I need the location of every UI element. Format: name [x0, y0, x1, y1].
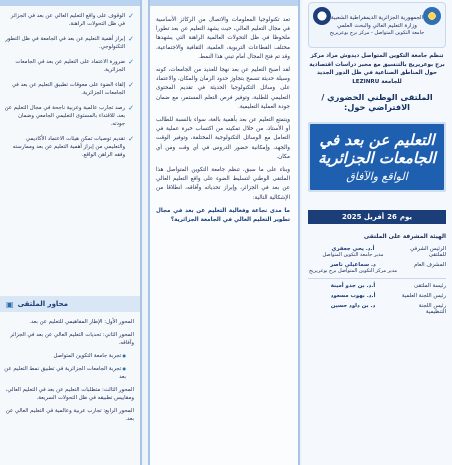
objective-text: الوقوف على واقع التعليم العالي عن بعد في الجزائر في ظل التحولات الراهنة. [10, 13, 126, 27]
theme-subtitle: الواقع والآفاق [346, 170, 408, 184]
intro-text [150, 6, 298, 225]
committee-row [302, 291, 452, 301]
axes-list [0, 318, 140, 428]
committee-list [302, 244, 452, 317]
committee-row [302, 301, 452, 317]
committee-row [302, 281, 452, 291]
intro-paragraph: ويتمتع التعليم عن بعد بأهمية بالغة، سواء بالنسبة للطالب أو الأستاذ، من خلال تمكينه من اكتساب خبرة عملية في التعامل مع الوسائل التكنولوجية المختلفة، وتوفير الوقت والجهد، وإمكانية حضور الدروس في أي وقت ومن أي مكان. [156, 117, 290, 160]
checkmark-icon: ✓ [128, 104, 134, 112]
objective-text: ضرورة الاعتماد على التعليم عن بعد في الجامعات الجزائرية. [15, 59, 126, 73]
objective-text: رصد تجارب عالمية وعربية ناجحة في مجال التعليم عن بعد، للاقتداء بالمستوى التعليمي الجامعي وضمان جودته. [4, 105, 126, 127]
intro-paragraph: وبناء على ما سبق، تنظم جامعة التكوين المتواصل هذا الملتقى الوطني لتسليط الضوء على واقع التعليم العالي عن بعد في الجزائر، وإبراز تحدياته وآفاقه، انطلاقا من الإشكالية التالية: [156, 167, 290, 201]
republic-name: الجمهورية الجزائرية الديمقراطية الشعبية [330, 15, 424, 21]
objectives-list [0, 6, 140, 159]
header-banner [308, 2, 446, 48]
member-position: مدير جامعة التكوين المتواصل [322, 252, 384, 259]
objective-item [4, 81, 134, 97]
date-day: 26 [387, 213, 397, 222]
axes-title: محاور الملتقى [17, 300, 68, 308]
committee-row [302, 244, 452, 260]
member-name: د. بن داود حسين [330, 303, 376, 310]
committee-member [308, 283, 398, 289]
intro-paragraph: تعد تكنولوجيا المعلومات والاتصال من الركائز الأساسية في مجال التعليم العالي، حيث يشهد التعليم عن بعد تطورا ملحوظا في ظل التحولات العالمية الراهنة التي يشهدها مختلف القطاعات التربوية، العلمية، الثقافية والاجتماعية، وقد تم فتح المجال أمام تبني هذا النمط. [156, 17, 290, 60]
checkmark-icon: ✓ [128, 35, 134, 43]
objective-text: إلقاء الضوء على معوقات تطبيق التعليم عن بعد في الجامعات الجزائرية. [11, 82, 126, 96]
university-name: جامعة التكوين المتواصل - مركز برج بوعريريج [329, 30, 425, 36]
role-label: رئيسة الملتقى [413, 283, 446, 290]
objective-item [4, 58, 134, 74]
ministry-name: وزارة التعليم العالي والبحث العلمي [337, 23, 417, 29]
event-date [308, 210, 446, 224]
committee-row [302, 260, 452, 276]
objective-item [4, 12, 134, 28]
objective-item [4, 104, 134, 128]
role-label: رئيس اللجنة العلمية [401, 293, 446, 300]
member-name: أ.د. بن جدو أمينة [330, 283, 376, 290]
intro-paragraph: لقد أصبح التعليم عن بعد نهجا للعديد من الجامعات، كونه وسيلة حديثة تسمح بتجاوز حدود الزمان والمكان، والاعتماد على وسائل التكنولوجيا الحديثة في تقديم المحتوى التعليمي للطلبة، وتوفير فرص التعلم المستمر، مع ضمان جودة العملية التعليمية. [156, 67, 290, 110]
date-month-year: أفريل 2025 [341, 213, 385, 222]
member-name: أ.د. بهوب مسعود [330, 293, 376, 300]
objective-text: تقديم توصيات تمكن هيئات الاعتماد الأكاديمي والتعليمي من إبراز أهمية التعليم عن بعد وممارسته وفقه الراهن الواقع. [12, 136, 126, 158]
member-position: مدير مركز التكوين المتواصل برج بوعريريج [308, 268, 398, 275]
organizer-text: تنظم جامعة التكوين المتواصل ديدوش مراد مركز برج بوعريريج بالتنسيق مع مخبر دراسات اقتصادية حول المناطق الصناعية في ظل الدور الجديد للجامعة LEZINRU [309, 53, 445, 85]
committee-member [308, 246, 398, 258]
axis-item: المحور الثاني: تحديات التعليم العالي عن بعد في الجزائر وآفاقه. [10, 332, 134, 346]
research-question: ما مدى نجاعة وفعالية التعليم عن بعد في مجال تطوير التعليم العالي في الجامعة الجزائرية؟ [156, 207, 290, 224]
theme-title: التعليم عن بعد في الجامعات الجزائرية [318, 131, 436, 168]
committee-member [308, 303, 398, 309]
axis-item: المحور الأول: الإطار المفاهيمي للتعليم عن بعد. [29, 319, 134, 325]
ministry-logo-icon [313, 7, 331, 25]
committee-member [308, 293, 398, 299]
axis-item: المحور الرابع: تجارب عربية وعالمية في التعليم العالي عن بعد. [5, 408, 134, 422]
axis-item: ● تجربة جامعة التكوين المتواصل [4, 352, 134, 360]
date-prefix: يوم [399, 213, 413, 222]
role-label: المشرف العام [413, 262, 446, 269]
forum-title: الملتقى الوطني الحضوري / الافتراضي حول: [321, 92, 433, 113]
axis-item: المحور الثالث: متطلبات التعليم عن بعد في التعليم العالي، ومقاييس تطبيقه في ظل التحولات السريعة. [5, 387, 134, 401]
cover-column [302, 0, 452, 465]
axes-header [0, 296, 140, 312]
role-label: رئيس اللجنة التنظيمية [418, 303, 446, 316]
role-label: الرئيس الشرفي للملتقى [410, 246, 446, 259]
axis-item: ● تجربة الجامعات الجزائرية في تطبيق نمط التعليم عن بعد [4, 365, 134, 381]
checkmark-icon: ✓ [128, 58, 134, 66]
objective-item [4, 35, 134, 51]
checkmark-icon: ✓ [128, 135, 134, 143]
member-name: د. سماعيلي ناصر [330, 262, 376, 269]
committee-member [308, 262, 398, 274]
checkmark-icon: ✓ [128, 81, 134, 89]
folder-icon: ▣ [6, 299, 14, 309]
university-logo-icon [423, 7, 441, 25]
committee-heading: الهيئة المشرفة على الملتقى [363, 234, 446, 241]
intro-column [148, 0, 300, 465]
divider [308, 278, 446, 279]
objective-text: إبراز أهمية التعليم عن بعد في الجامعة في ظل التطور التكنولوجي. [5, 36, 126, 50]
checkmark-icon: ✓ [128, 12, 134, 20]
member-name: أ.د. يحي جعفري [331, 246, 375, 253]
objective-item [4, 135, 134, 159]
objectives-column [0, 0, 142, 465]
theme-banner [308, 122, 446, 192]
